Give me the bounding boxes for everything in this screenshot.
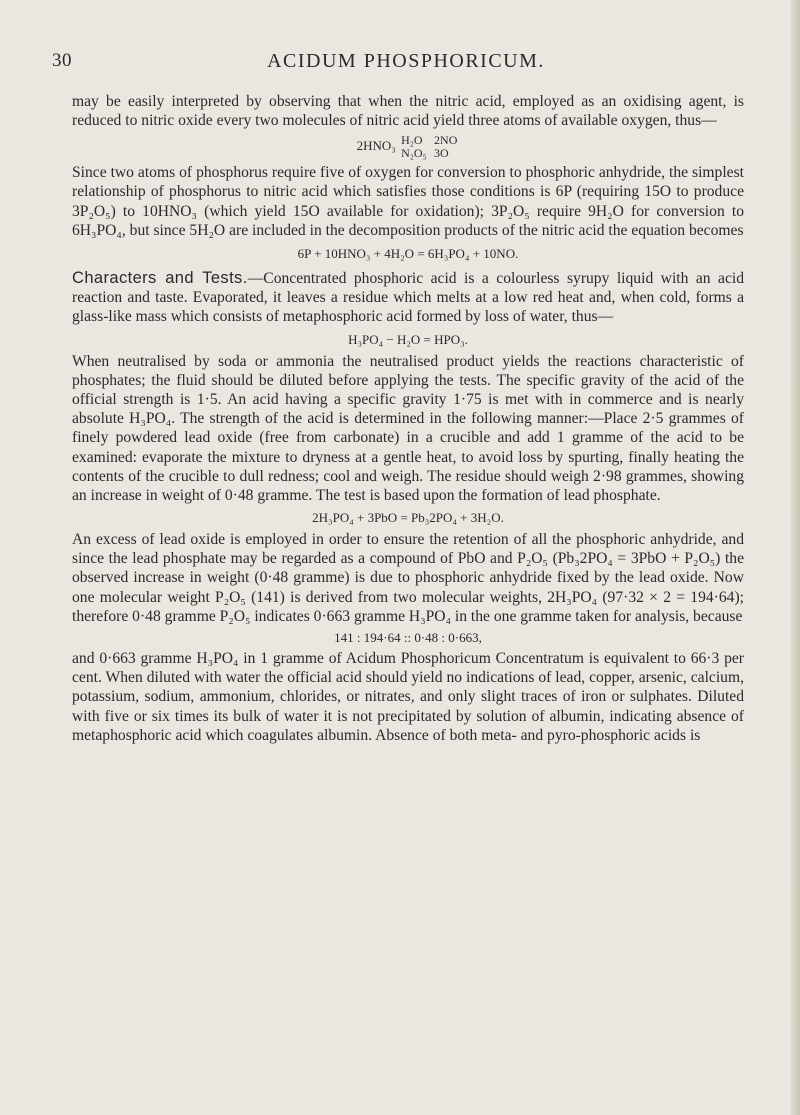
equation-proportion: 141 : 194·64 :: 0·48 : 0·663, (334, 629, 482, 645)
paragraph-characters-tests (72, 269, 744, 326)
eq1-mid-bottom: N₂O₅ (401, 146, 427, 161)
page-header (52, 50, 760, 80)
paragraph-nitric-acid: may be easily interpreted by observing that when the nitric acid, employed as an oxidising agent, is reduced to nitric oxide every two molecules of nitric acid yield three atoms of available oxygen, thus— (72, 93, 744, 130)
equation-phosphorus-oxidation: 6P + 10HNO₃ + 4H₂O = 6H₃PO₄ + 10NO. (297, 245, 519, 261)
eq1-left: 2HNO₃ (356, 138, 396, 154)
equation-metaphosphoric: H₃PO₄ − H₂O = HPO₃. (348, 331, 468, 347)
equation-lead-phosphate: 2H₃PO₄ + 3PbO = Pb₃2PO₄ + 3H₂O. (312, 509, 504, 525)
paragraph-characters-text: —Concentrated phosphoric acid is a colourless syrupy liquid with an acid reaction and taste. Evaporated, it leaves a residue which melts at a low red heat and, when cold, forms a glass-like mass which consists of metaphosphoric acid formed by loss of water, thus— (72, 270, 745, 326)
page-body (72, 92, 744, 745)
paragraph-phosphorus-relationship: Since two atoms of phosphorus require five of oxygen for conversion to phosphoric anhydride, the simplest relationship of phosphorus to nitric acid which satisfies those conditions is 6P (requiring 15O to produce 3P₂O₅) to 10HNO₃ (which yield 15O available for oxidation); 3P₂O₅ require 9H₂O for conversion to 6H₃PO₄, but since 5H₂O are included in the decomposition products of the nitric acid the equation becomes (72, 164, 744, 239)
paragraph-impurities: and 0·663 gramme H₃PO₄ in 1 gramme of Acidum Phosphoricum Concentratum is equivalent to 66·3 per cent. When diluted with water the official acid should yield no indications of lead, copper, arsenic, calcium, potassium, sodium, ammonium, chlorides, or nitrates, and only slight traces of iron or sulphates. Diluted with five or six times its bulk of water it is not precipitated by solution of albumin, indicating absence of metaphosphoric acid which coagulates albumin. Absence of both meta- and pyro-phosphoric acids is (72, 650, 744, 744)
eq1-right (434, 134, 457, 160)
eq1-middle (401, 134, 427, 160)
eq1-mid-top: H₂O (401, 133, 423, 148)
section-heading: Characters and Tests. (72, 269, 248, 288)
paragraph-lead-oxide-excess: An excess of lead oxide is employed in order to ensure the retention of all the phosphoric anhydride, and since the lead phosphate may be regarded as a compound of PbO and P₂O₅ (Pb₃2PO₄ = 3PbO + P₂O₅) the observed increase in weight (0·48 gramme) is due to phosphoric anhydride fixed by the lead oxide. Now one molecular weight P₂O₅ (141) is derived from two molecular weights, 2H₃PO₄ (97·32 × 2 = 194·64); therefore 0·48 gramme P₂O₅ indicates 0·663 gramme H₃PO₄ in the one gramme taken for analysis, because (72, 531, 744, 625)
eq1-right-top: 2NO (434, 133, 458, 148)
eq1-right-bottom: 3O (434, 146, 449, 161)
page-edge (790, 0, 800, 1115)
page-number: 30 (52, 50, 72, 71)
running-title: ACIDUM PHOSPHORICUM. (267, 50, 545, 72)
paragraph-strength-test: When neutralised by soda or ammonia the neutralised product yields the reactions characteristic of phosphates; the fluid should be diluted before applying the tests. The specific gravity of the acid of the official strength is 1·5. An acid having a specific gravity 1·75 is met with in commerce and is nearly absolute H₃PO₄. The strength of the acid is determined in the following manner:—Place 2·5 grammes of finely powdered lead oxide (free from carbonate) in a crucible and add 1 gramme of the acid to be examined: evaporate the mixture to dryness at a gentle heat, to avoid loss by spurting, finally heating the contents of the crucible to dull redness; cool and weigh. The residue should weigh 2·98 grammes, showing an increase in weight of 0·48 gramme. The test is based upon the formation of lead phosphate. (72, 352, 744, 504)
equation-nitric-decomposition (72, 134, 744, 160)
